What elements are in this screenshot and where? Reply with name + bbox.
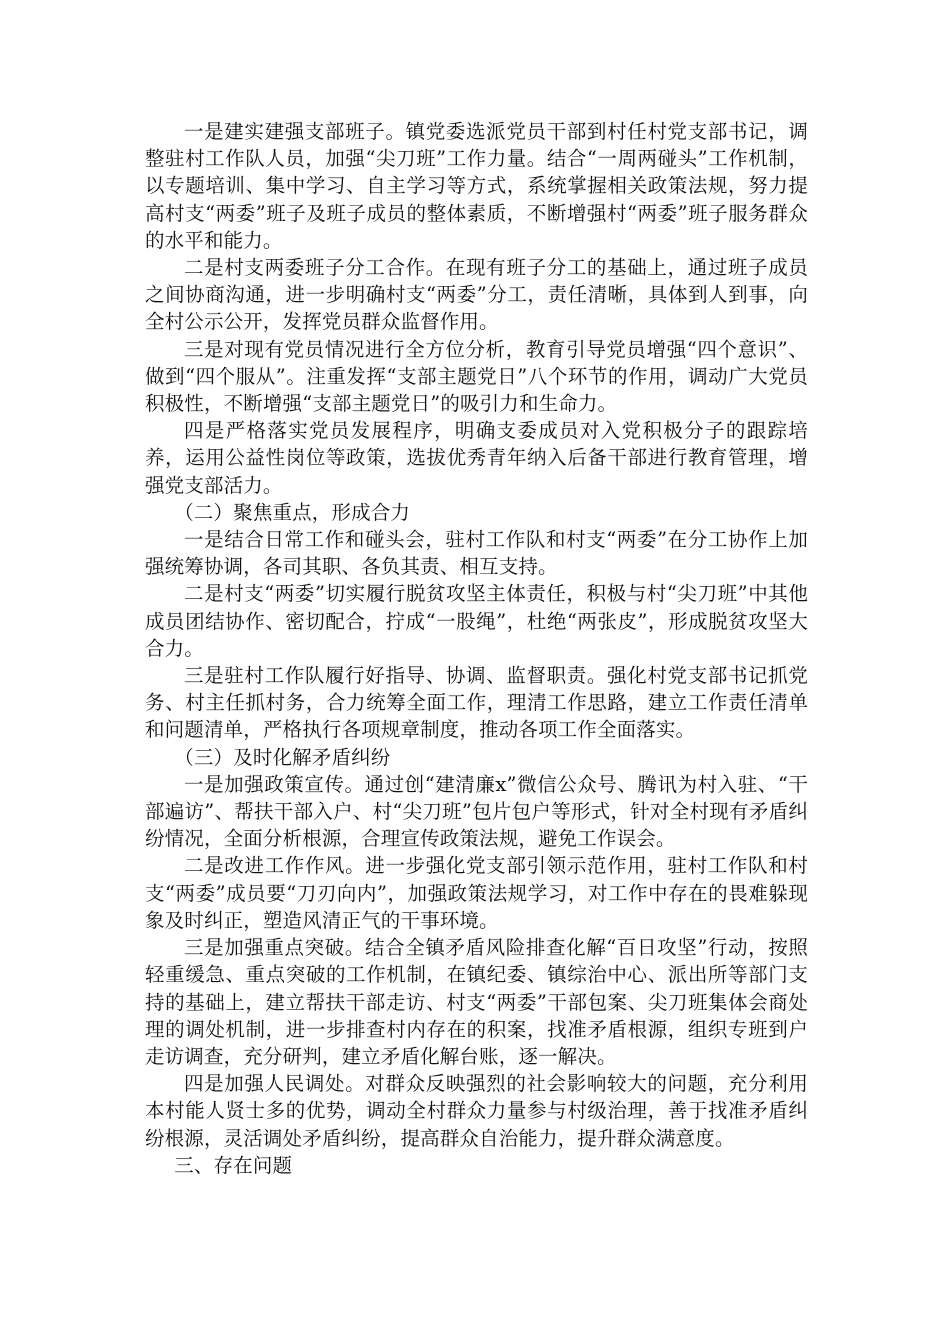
paragraph-10: 三是加强重点突破。结合全镇矛盾风险排查化解“百日攻坚”行动，按照轻重缓急、重点突破的工作机制，在镇纪委、镇综治中心、派出所等部门支持的基础上，建立帮扶干部走访、村支“两委”干部包案、尖刀班集体会商处理的调处机制，进一步排查村内存在的积案，找准矛盾根源，组织专班到户走访调查，充分研判，建立矛盾化解台账，逐一解决。 xyxy=(145,936,808,1068)
paragraph-9: 二是改进工作作风。进一步强化党支部引领示范作用，驻村工作队和村支“两委”成员要“刀刃向内”，加强政策法规学习，对工作中存在的畏难躲现象及时纠正，塑造风清正气的干事环境。 xyxy=(145,854,808,932)
section-heading-problems: 三、存在问题 xyxy=(174,1153,293,1177)
document-body xyxy=(145,118,808,1179)
paragraph-1: 一是建实建强支部班子。镇党委选派党员干部到村任村党支部书记，调整驻村工作队人员，加强“尖刀班”工作力量。结合“一周两碰头”工作机制，以专题培训、集中学习、自主学习等方式，系统掌握相关政策法规，努力提高村支“两委”班子及班子成员的整体素质，不断增强村“两委”班子服务群众的水平和能力。 xyxy=(145,120,808,252)
paragraph-5: 一是结合日常工作和碰头会，驻村工作队和村支“两委”在分工协作上加强统筹协调，各司其职、各负其责、相互支持。 xyxy=(145,528,808,579)
paragraph-4: 四是严格落实党员发展程序，明确支委成员对入党积极分子的跟踪培养，运用公益性岗位等政策，选拔优秀青年纳入后备干部进行教育管理，增强党支部活力。 xyxy=(145,419,808,497)
paragraph-6: 二是村支“两委”切实履行脱贫攻坚主体责任，积极与村“尖刀班”中其他成员团结协作、密切配合，拧成“一股绳”，杜绝“两张皮”，形成脱贫攻坚大合力。 xyxy=(145,582,808,660)
paragraph-7: 三是驻村工作队履行好指导、协调、监督职责。强化村党支部书记抓党务、村主任抓村务，合力统筹全面工作，理清工作思路，建立工作责任清单和问题清单，严格执行各项规章制度，推动各项工作全面落实。 xyxy=(145,664,808,742)
paragraph-2: 二是村支两委班子分工合作。在现有班子分工的基础上，通过班子成员之间协商沟通，进一步明确村支“两委”分工，责任清晰，具体到人到事，向全村公示公开，发挥党员群众监督作用。 xyxy=(145,256,808,334)
paragraph-3: 三是对现有党员情况进行全方位分析，教育引导党员增强“四个意识”、做到“四个服从”。注重发挥“支部主题党日”八个环节的作用，调动广大党员积极性，不断增强“支部主题党日”的吸引力和生命力。 xyxy=(145,337,808,416)
section-heading-2: （二）聚焦重点，形成合力 xyxy=(174,500,411,524)
paragraph-8: 一是加强政策宣传。通过创“建清廉x”微信公众号、腾讯为村入驻、“干部遍访”、帮扶干部入户、村“尖刀班”包片包户等形式，针对全村现有矛盾纠纷情况，全面分析根源，合理宣传政策法规，避免工作误会。 xyxy=(145,772,808,851)
section-heading-3: （三）及时化解矛盾纠纷 xyxy=(174,745,391,769)
paragraph-11: 四是加强人民调处。对群众反映强烈的社会影响较大的问题，充分利用本村能人贤士多的优势，调动全村群众力量参与村级治理，善于找准矛盾纠纷根源，灵活调处矛盾纠纷，提高群众自治能力，提升群众满意度。 xyxy=(145,1072,808,1150)
